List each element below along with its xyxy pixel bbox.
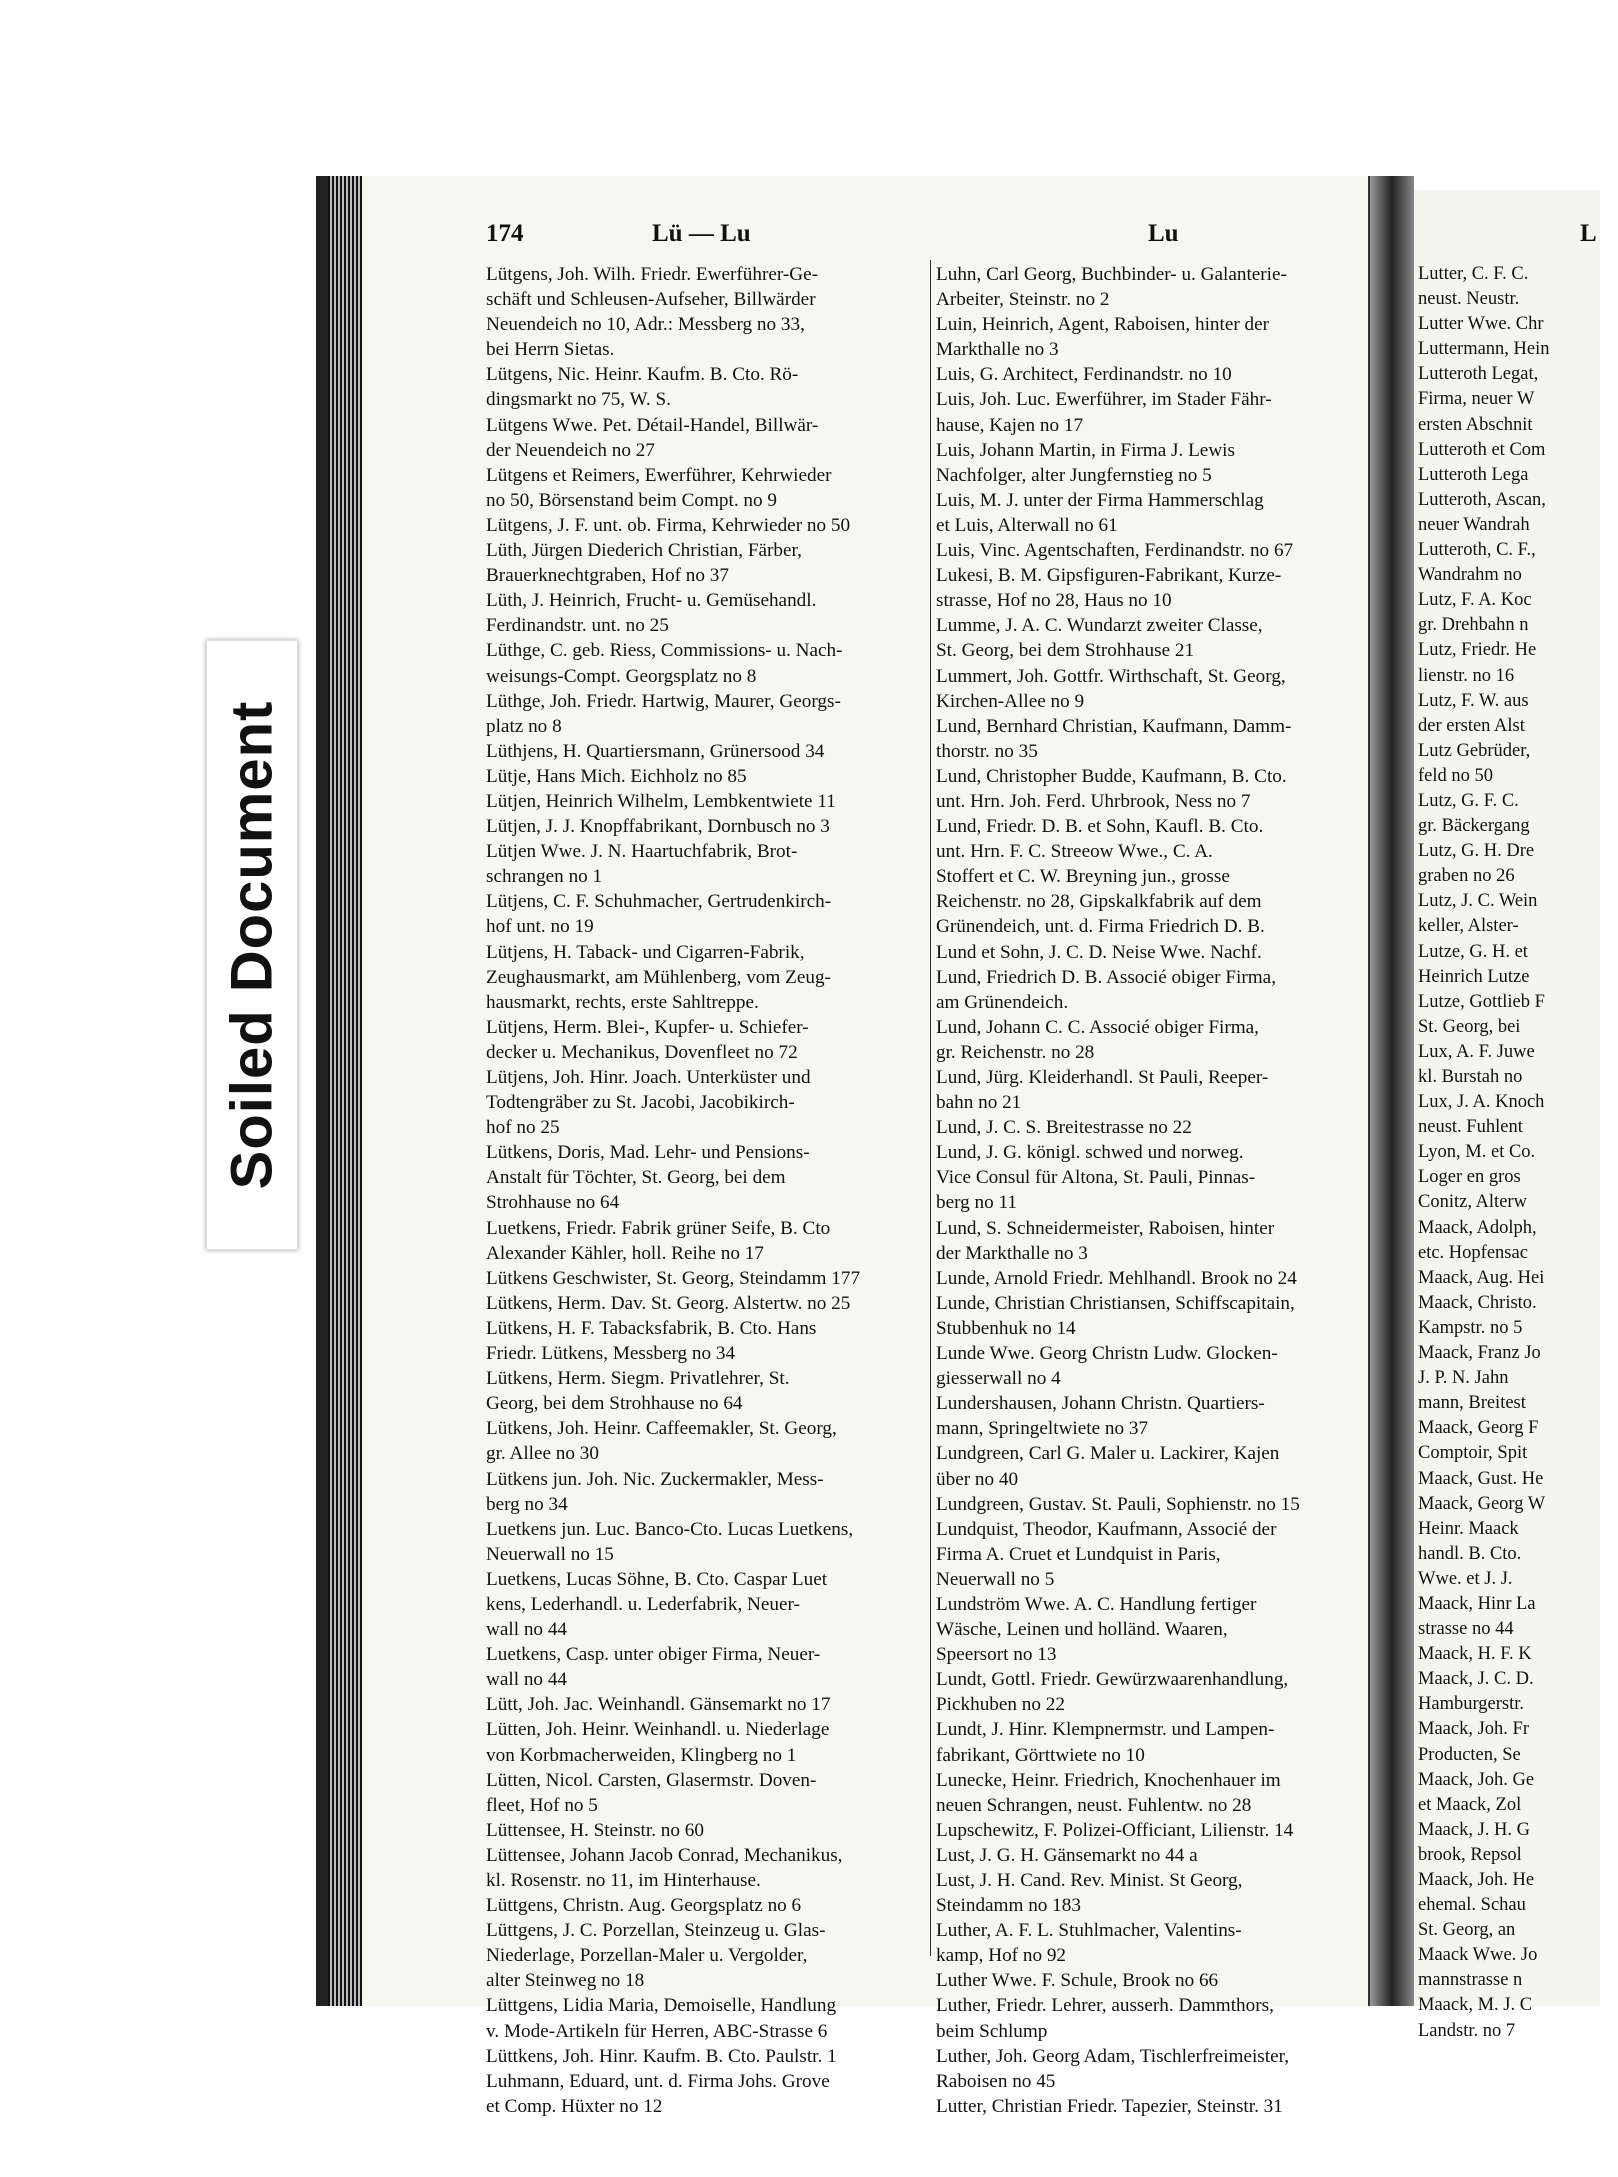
entry-line: Lütgens et Reimers, Ewerführer, Kehrwieder [486, 464, 832, 486]
entry-line: Todtengräber zu St. Jacobi, Jacobikirch- [486, 1092, 795, 1114]
entry-line: Lumme, J. A. C. Wundarzt zweiter Classe, [936, 615, 1263, 637]
entry-line: Lüttkens, Joh. Hinr. Kaufm. B. Cto. Paulstr. 1 [486, 2045, 837, 2067]
entry-line: berg no 34 [486, 1493, 568, 1515]
entry-line: Luis, Vinc. Agentschaften, Ferdinandstr. no 67 [936, 540, 1294, 562]
entry-line: Lust, J. G. H. Gänsemarkt no 44 a [936, 1844, 1198, 1866]
entry-line: Niederlage, Porzellan-Maler u. Vergolder, [486, 1945, 808, 1967]
entry-line: Lund, Christopher Budde, Kaufmann, B. Cto. [936, 765, 1287, 787]
entry-line: Producten, Se [1418, 1744, 1521, 1765]
entry-line: Maack, Joh. Fr [1418, 1719, 1529, 1740]
book-scan [316, 176, 1600, 2117]
entry-line: Wandrahm no [1418, 565, 1522, 586]
entry-line: der Neuendeich no 27 [486, 439, 655, 461]
entry-line: Luis, M. J. unter der Firma Hammerschlag [936, 489, 1264, 511]
entry-line: Lukesi, B. M. Gipsfiguren-Fabrikant, Kurze- [936, 565, 1282, 587]
entry-line: gr. Drehbahn n [1418, 615, 1529, 636]
entry-line: Lütkens, Herm. Siegm. Privatlehrer, St. [486, 1368, 790, 1390]
entry-line: Loger en gros [1418, 1167, 1521, 1188]
entry-line: Ferdinandstr. unt. no 25 [486, 615, 669, 637]
entry-line: Lummert, Joh. Gottfr. Wirthschaft, St. Georg, [936, 665, 1286, 687]
entry-line: Luther, Friedr. Lehrer, ausserh. Dammthors, [936, 1995, 1274, 2017]
entry-line: Lupschewitz, F. Polizei-Officiant, Lilienstr. 14 [936, 1819, 1294, 1841]
entry-line: Maack, Georg F [1418, 1418, 1539, 1439]
entry-line: Heinr. Maack [1418, 1518, 1519, 1539]
entry-line: Lux, J. A. Knoch [1418, 1092, 1545, 1113]
entry-line: Maack, Adolph, [1418, 1217, 1537, 1238]
entry-line: gr. Allee no 30 [486, 1443, 599, 1465]
entry-line: Luis, Johann Martin, in Firma J. Lewis [936, 439, 1235, 461]
entry-line: Lütgens, J. F. unt. ob. Firma, Kehrwieder no 50 [486, 514, 851, 536]
entry-line: Lutter, Christian Friedr. Tapezier, Steinstr. 31 [936, 2095, 1283, 2117]
entry-line: dingsmarkt no 75, W. S. [486, 389, 671, 411]
entry-line: Georg, bei dem Strohhause no 64 [486, 1393, 743, 1415]
entry-line: Lüthge, Joh. Friedr. Hartwig, Maurer, Georgs- [486, 690, 841, 712]
entry-line: St. Georg, bei dem Strohhause 21 [936, 640, 1195, 662]
entry-line: Maack, Gust. He [1418, 1468, 1544, 1489]
entry-line: der Markthalle no 3 [936, 1242, 1088, 1264]
entry-line: alter Steinweg no 18 [486, 1970, 645, 1992]
entry-line: wall no 44 [486, 1619, 568, 1641]
entry-line: der ersten Alst [1418, 715, 1525, 736]
entry-line: Lutteroth Lega [1418, 464, 1529, 485]
entry-line: Lütkens, Joh. Heinr. Caffeemakler, St. Georg, [486, 1418, 837, 1440]
entry-line: Maack, Christo. [1418, 1292, 1537, 1313]
entry-line: Maack Wwe. Jo [1418, 1945, 1538, 1966]
entry-line: kl. Burstah no [1418, 1067, 1523, 1087]
entry-line: Lundershausen, Johann Christn. Quartiers- [936, 1393, 1265, 1415]
entry-line: Lüttgens, Lidia Maria, Demoiselle, Handlung [486, 1995, 837, 2017]
entry-line: Lütjens, C. F. Schuhmacher, Gertrudenkirch- [486, 891, 832, 913]
entry-line: Lütkens, Doris, Mad. Lehr- und Pensions- [486, 1142, 810, 1164]
entry-line: Lütgens Wwe. Pet. Détail-Handel, Billwär- [486, 414, 819, 436]
entry-line: neuen Schrangen, neust. Fuhlentw. no 28 [936, 1794, 1252, 1816]
entry-line: Lütjen, Heinrich Wilhelm, Lembkentwiete 11 [486, 790, 836, 812]
entry-line: Lütjen, J. J. Knopffabrikant, Dornbusch no 3 [486, 816, 830, 838]
entry-line: Maack, Joh. He [1418, 1870, 1535, 1890]
entry-line: Conitz, Alterw [1418, 1192, 1527, 1213]
entry-line: Maack, J. C. D. [1418, 1669, 1534, 1690]
entry-line: Wäsche, Leinen und holländ. Waaren, [936, 1619, 1228, 1641]
column-middle [936, 262, 1396, 2119]
entry-line: Grünendeich, unt. d. Firma Friedrich D. B. [936, 916, 1265, 938]
entry-line: Maack, Georg W [1418, 1493, 1546, 1514]
entry-line: Alexander Kähler, holl. Reihe no 17 [486, 1242, 764, 1264]
left-page [316, 176, 1370, 2117]
entry-line: Lux, A. F. Juwe [1418, 1041, 1535, 1062]
entry-line: schäft und Schleusen-Aufseher, Billwärder [486, 289, 816, 311]
entry-line: Lund, J. G. königl. schwed und norweg. [936, 1142, 1244, 1164]
entry-line: Lutz, F. W. aus [1418, 690, 1529, 711]
entry-line: St. Georg, bei [1418, 1016, 1521, 1037]
entry-line: Friedr. Lütkens, Messberg no 34 [486, 1343, 736, 1365]
entry-line: Brauerknechtgraben, Hof no 37 [486, 565, 729, 587]
entry-line: St. Georg, an [1418, 1920, 1516, 1941]
entry-line: Luin, Heinrich, Agent, Raboisen, hinter der [936, 314, 1270, 336]
entry-line: Lütten, Joh. Heinr. Weinhandl. u. Niederlage [486, 1719, 830, 1741]
entry-line: Lütkens Geschwister, St. Georg, Steindamm 177 [486, 1267, 861, 1289]
entry-line: Maack, J. H. G [1418, 1819, 1531, 1840]
entry-line: Lüttensee, H. Steinstr. no 60 [486, 1819, 704, 1841]
entry-line: gr. Reichenstr. no 28 [936, 1041, 1095, 1063]
entry-line: Lutteroth Legat, [1418, 364, 1539, 385]
entry-line: Lunde, Arnold Friedr. Mehlhandl. Brook no 24 [936, 1267, 1297, 1289]
entry-line: am Grünendeich. [936, 991, 1069, 1013]
column-left [486, 262, 966, 2119]
entry-line: Lund, J. C. S. Breitestrasse no 22 [936, 1117, 1192, 1139]
entry-line: Nachfolger, alter Jungfernstieg no 5 [936, 464, 1212, 486]
entry-line: Lund, Bernhard Christian, Kaufmann, Damm- [936, 715, 1292, 737]
entry-line: von Korbmacherweiden, Klingberg no 1 [486, 1744, 797, 1766]
entry-line: Lutz, F. A. Koc [1418, 590, 1532, 611]
entry-line: Speersort no 13 [936, 1644, 1057, 1666]
entry-line: Neuerwall no 5 [936, 1568, 1055, 1590]
page-number: 174 [486, 220, 524, 247]
entry-line: J. P. N. Jahn [1418, 1368, 1509, 1389]
entry-line: Luttermann, Hein [1418, 339, 1550, 360]
entry-line: Comptoir, Spit [1418, 1443, 1528, 1464]
entry-line: Lutter Wwe. Chr [1418, 314, 1544, 335]
entry-line: kl. Rosenstr. no 11, im Hinterhause. [486, 1870, 761, 1891]
entry-line: Lundgreen, Gustav. St. Pauli, Sophienstr. no 15 [936, 1493, 1300, 1515]
entry-line: Firma A. Cruet et Lundquist in Paris, [936, 1543, 1221, 1565]
entry-line: Stubbenhuk no 14 [936, 1317, 1076, 1339]
entry-line: Hamburgerstr. [1418, 1694, 1525, 1715]
entry-line: Anstalt für Töchter, St. Georg, bei dem [486, 1167, 786, 1189]
entry-line: Lund, S. Schneidermeister, Raboisen, hinter [936, 1217, 1275, 1239]
entry-line: Lütkens, Herm. Dav. St. Georg. Alstertw. no 25 [486, 1292, 851, 1314]
entry-line: hof no 25 [486, 1117, 560, 1139]
entry-line: strasse, Hof no 28, Haus no 10 [936, 590, 1172, 612]
entry-line: Landstr. no 7 [1418, 2020, 1516, 2041]
entry-line: Lutter, C. F. C. [1418, 264, 1529, 284]
entry-line: unt. Hrn. F. C. Streeow Wwe., C. A. [936, 841, 1213, 863]
entry-line: Luetkens, Casp. unter obiger Firma, Neuer- [486, 1644, 821, 1666]
entry-line: keller, Alster- [1418, 916, 1519, 937]
entry-line: ersten Abschnit [1418, 414, 1533, 435]
entry-line: weisungs-Compt. Georgsplatz no 8 [486, 665, 757, 687]
entry-line: neust. Neustr. [1418, 289, 1520, 310]
entry-line: hof unt. no 19 [486, 916, 594, 938]
entry-line: Lund, Johann C. C. Associé obiger Firma, [936, 1016, 1259, 1038]
entry-line: Maack, Hinr La [1418, 1593, 1536, 1614]
entry-line: Wwe. et J. J. [1418, 1568, 1513, 1589]
entry-line: Lüth, J. Heinrich, Frucht- u. Gemüsehandl. [486, 590, 817, 612]
entry-line: Lust, J. H. Cand. Rev. Minist. St Georg, [936, 1870, 1243, 1891]
entry-line: Luis, Joh. Luc. Ewerführer, im Stader Fähr- [936, 389, 1272, 411]
entry-line: Lund, Friedrich D. B. Associé obiger Firma, [936, 966, 1276, 988]
entry-line: gr. Bäckergang [1418, 816, 1530, 837]
label-text: Soiled Document [219, 700, 285, 1190]
entry-line: strasse no 44 [1418, 1619, 1514, 1640]
right-page [1414, 190, 1600, 2041]
entry-line: Lütgens, Joh. Wilh. Friedr. Ewerführer-Ge- [486, 264, 819, 285]
entry-line: Lütgens, Nic. Heinr. Kaufm. B. Cto. Rö- [486, 364, 799, 386]
entry-line: Luhn, Carl Georg, Buchbinder- u. Galanterie- [936, 264, 1287, 285]
entry-line: graben no 26 [1418, 866, 1515, 887]
entry-line: hause, Kajen no 17 [936, 414, 1084, 436]
entry-line: Heinrich Lutze [1418, 966, 1530, 987]
entry-line: Lütjens, Herm. Blei-, Kupfer- u. Schiefer- [486, 1016, 809, 1038]
entry-line: wall no 44 [486, 1669, 568, 1691]
column-divider [930, 260, 931, 1956]
entry-line: platz no 8 [486, 715, 562, 737]
entry-line: thorstr. no 35 [936, 740, 1038, 762]
entry-line: Luis, G. Architect, Ferdinandstr. no 10 [936, 364, 1232, 386]
entry-line: schrangen no 1 [486, 866, 603, 888]
entry-line: no 50, Börsenstand beim Compt. no 9 [486, 489, 777, 511]
entry-line: Zeughausmarkt, am Mühlenberg, vom Zeug- [486, 966, 831, 988]
entry-line: Luetkens, Lucas Söhne, B. Cto. Caspar Luet [486, 1568, 828, 1590]
entry-line: Lund, Jürg. Kleiderhandl. St Pauli, Reeper- [936, 1067, 1269, 1088]
entry-line: Lund, Friedr. D. B. et Sohn, Kaufl. B. Cto. [936, 816, 1264, 838]
entry-line: Lütt, Joh. Jac. Weinhandl. Gänsemarkt no 17 [486, 1694, 831, 1716]
entry-line: giesserwall no 4 [936, 1368, 1061, 1390]
entry-line: kens, Lederhandl. u. Lederfabrik, Neuer- [486, 1593, 800, 1615]
entry-line: Reichenstr. no 28, Gipskalkfabrik auf dem [936, 891, 1262, 913]
book-gutter [1370, 176, 1414, 2006]
soiled-document-label [206, 640, 298, 1250]
entry-line: ehemal. Schau [1418, 1895, 1526, 1916]
entry-line: fabrikant, Görttwiete no 10 [936, 1744, 1145, 1766]
entry-line: hausmarkt, rechts, erste Sahltreppe. [486, 991, 759, 1013]
entry-line: Lüttgens, Christn. Aug. Georgsplatz no 6 [486, 1895, 802, 1917]
entry-line: et Comp. Hüxter no 12 [486, 2095, 663, 2117]
entry-line: Maack, H. F. K [1418, 1644, 1532, 1665]
entry-line: handl. B. Cto. [1418, 1543, 1522, 1564]
entry-line: Lütjen Wwe. J. N. Haartuchfabrik, Brot- [486, 841, 798, 863]
entry-line: Lütjens, Joh. Hinr. Joach. Unterküster und [486, 1067, 811, 1088]
entry-line: Lutteroth et Com [1418, 439, 1546, 460]
page-edges [328, 176, 362, 2006]
right-page-running-head: L [1580, 220, 1597, 247]
entry-line: Maack, Joh. Ge [1418, 1769, 1535, 1790]
entry-line: Lütje, Hans Mich. Eichholz no 85 [486, 765, 747, 787]
entry-line: et Luis, Alterwall no 61 [936, 514, 1118, 536]
entry-line: brook, Repsol [1418, 1844, 1522, 1865]
entry-line: Maack, M. J. C [1418, 1995, 1533, 2016]
entry-line: Lutz Gebrüder, [1418, 740, 1531, 761]
entry-line: Kirchen-Allee no 9 [936, 690, 1085, 712]
entry-line: Arbeiter, Steinstr. no 2 [936, 289, 1110, 311]
entry-line: Maack, Franz Jo [1418, 1343, 1541, 1364]
entry-line: Lutz, J. C. Wein [1418, 891, 1538, 912]
entry-line: feld no 50 [1418, 765, 1494, 786]
running-head-right: Lu [1148, 220, 1179, 247]
entry-line: Lütten, Nicol. Carsten, Glasermstr. Doven- [486, 1769, 817, 1791]
entry-line: Raboisen no 45 [936, 2070, 1056, 2092]
entry-line: etc. Hopfensac [1418, 1242, 1528, 1263]
entry-line: mann, Springeltwiete no 37 [936, 1418, 1149, 1440]
entry-line: Luther Wwe. F. Schule, Brook no 66 [936, 1970, 1219, 1992]
entry-line: Kampstr. no 5 [1418, 1317, 1523, 1338]
running-head-center: Lü — Lu [652, 220, 751, 247]
entry-line: Lundt, J. Hinr. Klempnermstr. und Lampen- [936, 1719, 1275, 1741]
entry-line: Lüttgens, J. C. Porzellan, Steinzeug u. Glas- [486, 1920, 826, 1942]
entry-line: Lund et Sohn, J. C. D. Neise Wwe. Nachf. [936, 941, 1262, 963]
entry-line: kamp, Hof no 92 [936, 1945, 1067, 1967]
entry-line: Luetkens jun. Luc. Banco-Cto. Lucas Luetkens, [486, 1518, 854, 1540]
entry-line: bei Herrn Sietas. [486, 339, 615, 361]
entry-line: Markthalle no 3 [936, 339, 1059, 361]
entry-line: Lutz, Friedr. He [1418, 640, 1537, 661]
entry-line: berg no 11 [936, 1192, 1018, 1214]
entry-line: unt. Hrn. Joh. Ferd. Uhrbrook, Ness no 7 [936, 790, 1251, 812]
entry-line: Lundquist, Theodor, Kaufmann, Associé der [936, 1518, 1277, 1540]
entry-line: Neuendeich no 10, Adr.: Messberg no 33, [486, 314, 805, 336]
entry-line: neuer Wandrah [1418, 514, 1530, 535]
entry-line: mannstrasse n [1418, 1970, 1523, 1991]
entry-line: Luetkens, Friedr. Fabrik grüner Seife, B. Cto [486, 1217, 831, 1239]
entry-line: Maack, Aug. Hei [1418, 1267, 1545, 1288]
entry-line: Lutze, G. H. et [1418, 941, 1528, 962]
entry-line: Pickhuben no 22 [936, 1694, 1065, 1716]
entry-line: Lunde Wwe. Georg Christn Ludw. Glocken- [936, 1343, 1278, 1365]
entry-line: Vice Consul für Altona, St. Pauli, Pinnas- [936, 1167, 1256, 1189]
entry-line: Firma, neuer W [1418, 389, 1535, 410]
entry-line: Lutze, Gottlieb F [1418, 991, 1545, 1012]
entry-line: Lunde, Christian Christiansen, Schiffscapitain, [936, 1292, 1295, 1314]
entry-line: Lutz, G. F. C. [1418, 790, 1519, 811]
entry-line: decker u. Mechanikus, Dovenfleet no 72 [486, 1041, 798, 1063]
entry-line: Lütkens jun. Joh. Nic. Zuckermakler, Mess- [486, 1468, 824, 1490]
entry-line: beim Schlump [936, 2020, 1048, 2042]
entry-line: Lüttensee, Johann Jacob Conrad, Mechanikus, [486, 1844, 843, 1866]
entry-line: Lundgreen, Carl G. Maler u. Lackirer, Kajen [936, 1443, 1280, 1465]
entry-line: Strohhause no 64 [486, 1192, 620, 1214]
entry-line: Stoffert et C. W. Breyning jun., grosse [936, 866, 1230, 888]
entry-line: Luhmann, Eduard, unt. d. Firma Johs. Grove [486, 2070, 830, 2092]
entry-line: Lundt, Gottl. Friedr. Gewürzwaarenhandlung, [936, 1669, 1289, 1691]
entry-line: Luther, Joh. Georg Adam, Tischlerfreimeister, [936, 2045, 1290, 2067]
entry-line: über no 40 [936, 1468, 1019, 1490]
entry-line: Lunecke, Heinr. Friedrich, Knochenhauer im [936, 1769, 1281, 1791]
entry-line: neust. Fuhlent [1418, 1117, 1523, 1138]
entry-line: Lutteroth, Ascan, [1418, 489, 1546, 510]
entry-line: Lütkens, H. F. Tabacksfabrik, B. Cto. Hans [486, 1317, 817, 1339]
entry-line: Lutteroth, C. F., [1418, 540, 1536, 561]
entry-line: Lüthjens, H. Quartiersmann, Grünersood 34 [486, 740, 825, 762]
entry-line: et Maack, Zol [1418, 1794, 1522, 1815]
entry-line: Neuerwall no 15 [486, 1543, 614, 1565]
entry-line: bahn no 21 [936, 1092, 1022, 1114]
entry-line: lienstr. no 16 [1418, 665, 1515, 686]
entry-line: Luther, A. F. L. Stuhlmacher, Valentins- [936, 1920, 1242, 1942]
entry-line: Lüthge, C. geb. Riess, Commissions- u. Nach- [486, 640, 843, 662]
entry-line: Lüth, Jürgen Diederich Christian, Färber, [486, 540, 802, 562]
entry-line: Lyon, M. et Co. [1418, 1142, 1536, 1163]
column-right [1418, 262, 1618, 2044]
entry-line: v. Mode-Artikeln für Herren, ABC-Strasse 6 [486, 2020, 828, 2042]
entry-line: Lundström Wwe. A. C. Handlung fertiger [936, 1593, 1257, 1615]
entry-line: mann, Breitest [1418, 1393, 1526, 1414]
entry-line: Lutz, G. H. Dre [1418, 841, 1535, 862]
entry-line: fleet, Hof no 5 [486, 1794, 598, 1816]
entry-line: Steindamm no 183 [936, 1895, 1081, 1917]
entry-line: Lütjens, H. Taback- und Cigarren-Fabrik, [486, 941, 805, 963]
